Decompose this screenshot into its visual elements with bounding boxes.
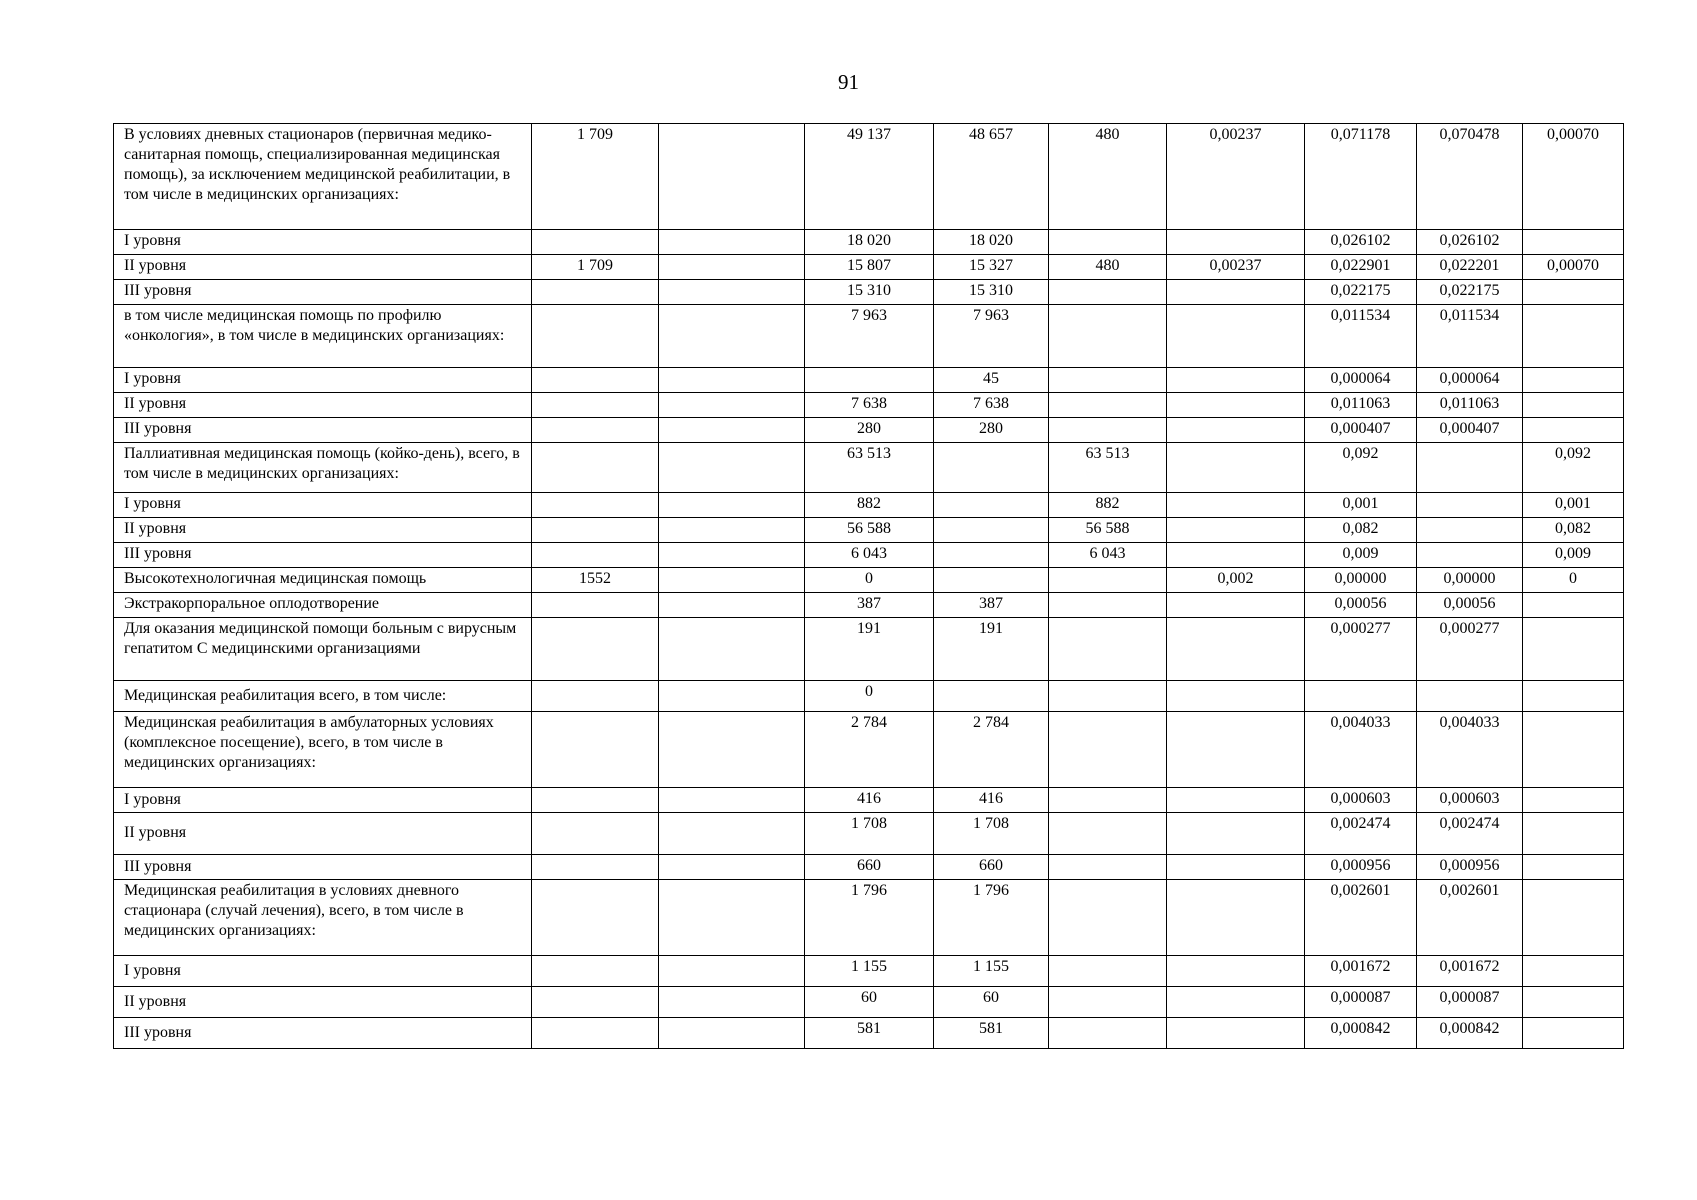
table-cell: 7 638 bbox=[805, 393, 934, 418]
table-cell bbox=[532, 418, 659, 443]
table-cell bbox=[1167, 518, 1305, 543]
table-cell bbox=[1417, 493, 1523, 518]
table-cell: 56 588 bbox=[1049, 518, 1167, 543]
table-cell: 0,000087 bbox=[1305, 987, 1417, 1018]
row-label: III уровня bbox=[114, 855, 532, 880]
table-cell bbox=[1523, 880, 1624, 956]
table-cell bbox=[659, 393, 805, 418]
row-label: II уровня bbox=[114, 813, 532, 855]
table-cell: 60 bbox=[934, 987, 1049, 1018]
row-label: Для оказания медицинской помощи больным с вирусным гепатитом С медицинскими организациями bbox=[114, 618, 532, 681]
table-cell bbox=[1049, 230, 1167, 255]
table-cell: 0,009 bbox=[1523, 543, 1624, 568]
row-label: II уровня bbox=[114, 255, 532, 280]
table-cell: 0,00237 bbox=[1167, 124, 1305, 230]
row-label: I уровня bbox=[114, 788, 532, 813]
table-cell: 0 bbox=[805, 681, 934, 712]
table-cell bbox=[1167, 305, 1305, 368]
table-cell: 0,002474 bbox=[1305, 813, 1417, 855]
table-cell: 1 708 bbox=[805, 813, 934, 855]
table-cell bbox=[1049, 855, 1167, 880]
table-cell bbox=[659, 712, 805, 788]
row-label: II уровня bbox=[114, 393, 532, 418]
row-label: Экстракорпоральное оплодотворение bbox=[114, 593, 532, 618]
table-cell: 0,002601 bbox=[1417, 880, 1523, 956]
row-label: II уровня bbox=[114, 987, 532, 1018]
table-cell: 0,000842 bbox=[1305, 1018, 1417, 1049]
table-cell bbox=[532, 280, 659, 305]
table-cell bbox=[1523, 788, 1624, 813]
table-cell: 0,000407 bbox=[1417, 418, 1523, 443]
table-cell bbox=[1049, 788, 1167, 813]
data-table bbox=[113, 123, 1624, 1049]
table-cell: 49 137 bbox=[805, 124, 934, 230]
table-cell: 0,004033 bbox=[1305, 712, 1417, 788]
table-cell: 0,000064 bbox=[1417, 368, 1523, 393]
table-cell bbox=[659, 305, 805, 368]
table-cell: 15 310 bbox=[934, 280, 1049, 305]
table-cell bbox=[659, 681, 805, 712]
table-cell: 18 020 bbox=[934, 230, 1049, 255]
table-row bbox=[114, 255, 1624, 280]
table-cell: 416 bbox=[805, 788, 934, 813]
row-label: I уровня bbox=[114, 956, 532, 987]
table-row bbox=[114, 593, 1624, 618]
table-cell: 0,00000 bbox=[1305, 568, 1417, 593]
table-cell: 0,022201 bbox=[1417, 255, 1523, 280]
table-row bbox=[114, 543, 1624, 568]
table-cell: 0,000064 bbox=[1305, 368, 1417, 393]
table-cell: 0,000277 bbox=[1417, 618, 1523, 681]
table-row bbox=[114, 880, 1624, 956]
table-cell: 15 327 bbox=[934, 255, 1049, 280]
table-cell: 63 513 bbox=[805, 443, 934, 493]
table-cell: 6 043 bbox=[805, 543, 934, 568]
table-cell bbox=[659, 518, 805, 543]
row-label: I уровня bbox=[114, 493, 532, 518]
row-label: Медицинская реабилитация в условиях дневного стационара (случай лечения), всего, в том числе в медицинских организациях: bbox=[114, 880, 532, 956]
table-cell: 7 963 bbox=[934, 305, 1049, 368]
table-cell: 56 588 bbox=[805, 518, 934, 543]
row-label: Паллиативная медицинская помощь (койко-день), всего, в том числе в медицинских организациях: bbox=[114, 443, 532, 493]
table-cell bbox=[532, 493, 659, 518]
table-cell bbox=[1167, 393, 1305, 418]
table-row bbox=[114, 124, 1624, 230]
table-cell: 0,001 bbox=[1523, 493, 1624, 518]
table-row bbox=[114, 518, 1624, 543]
table-cell: 416 bbox=[934, 788, 1049, 813]
table-cell: 7 638 bbox=[934, 393, 1049, 418]
table-cell bbox=[1523, 305, 1624, 368]
table-cell bbox=[1167, 618, 1305, 681]
table-cell: 0,002 bbox=[1167, 568, 1305, 593]
table-cell: 1 796 bbox=[934, 880, 1049, 956]
table-cell: 0,026102 bbox=[1305, 230, 1417, 255]
table-cell bbox=[1523, 618, 1624, 681]
table-cell bbox=[1049, 280, 1167, 305]
table-cell bbox=[532, 1018, 659, 1049]
table-cell bbox=[1167, 280, 1305, 305]
table-cell bbox=[1167, 987, 1305, 1018]
table-cell bbox=[659, 568, 805, 593]
table-cell bbox=[1167, 855, 1305, 880]
page-number: 91 bbox=[838, 70, 859, 94]
table-cell: 1 796 bbox=[805, 880, 934, 956]
table-cell bbox=[1523, 280, 1624, 305]
table-cell bbox=[1523, 956, 1624, 987]
table-row bbox=[114, 1018, 1624, 1049]
table-cell bbox=[1417, 518, 1523, 543]
table-cell: 0,070478 bbox=[1417, 124, 1523, 230]
table-cell bbox=[1049, 880, 1167, 956]
table-cell bbox=[934, 518, 1049, 543]
table-row bbox=[114, 230, 1624, 255]
table-cell bbox=[1167, 230, 1305, 255]
table-cell: 1 155 bbox=[805, 956, 934, 987]
row-label: I уровня bbox=[114, 368, 532, 393]
table-cell bbox=[1523, 230, 1624, 255]
table-cell: 0,000277 bbox=[1305, 618, 1417, 681]
table-cell bbox=[659, 443, 805, 493]
table-cell bbox=[1523, 368, 1624, 393]
table-cell bbox=[1167, 493, 1305, 518]
table-cell bbox=[532, 788, 659, 813]
table-cell bbox=[659, 813, 805, 855]
table-cell bbox=[1049, 987, 1167, 1018]
table-cell: 0,000087 bbox=[1417, 987, 1523, 1018]
table-cell bbox=[532, 518, 659, 543]
table-cell: 0,022175 bbox=[1305, 280, 1417, 305]
table-cell bbox=[1523, 593, 1624, 618]
table-cell bbox=[659, 788, 805, 813]
table-cell bbox=[1049, 368, 1167, 393]
table-cell bbox=[1167, 880, 1305, 956]
table-cell: 0,000603 bbox=[1305, 788, 1417, 813]
table-cell bbox=[532, 813, 659, 855]
table-cell bbox=[1523, 1018, 1624, 1049]
table-cell: 0,082 bbox=[1305, 518, 1417, 543]
table-cell bbox=[532, 956, 659, 987]
table-cell bbox=[934, 543, 1049, 568]
table-row bbox=[114, 280, 1624, 305]
table-cell: 0,011063 bbox=[1305, 393, 1417, 418]
table-cell: 2 784 bbox=[934, 712, 1049, 788]
table-cell: 0,000603 bbox=[1417, 788, 1523, 813]
table-cell bbox=[1167, 368, 1305, 393]
table-cell: 0,009 bbox=[1305, 543, 1417, 568]
table-cell bbox=[1417, 443, 1523, 493]
table-cell bbox=[532, 230, 659, 255]
table-cell: 0,00056 bbox=[1417, 593, 1523, 618]
row-label: Медицинская реабилитация в амбулаторных условиях (комплексное посещение), всего, в том числе в медицинских организациях: bbox=[114, 712, 532, 788]
table-cell bbox=[1049, 1018, 1167, 1049]
table-cell bbox=[532, 712, 659, 788]
table-cell bbox=[1049, 712, 1167, 788]
table-cell: 0,00237 bbox=[1167, 255, 1305, 280]
table-cell: 0,004033 bbox=[1417, 712, 1523, 788]
table-row bbox=[114, 393, 1624, 418]
table-row bbox=[114, 855, 1624, 880]
row-label: I уровня bbox=[114, 230, 532, 255]
table-cell bbox=[934, 443, 1049, 493]
table-cell bbox=[659, 255, 805, 280]
table-cell: 7 963 bbox=[805, 305, 934, 368]
table-cell bbox=[1167, 956, 1305, 987]
table-cell: 0,022901 bbox=[1305, 255, 1417, 280]
table-cell: 0,000407 bbox=[1305, 418, 1417, 443]
table-cell: 6 043 bbox=[1049, 543, 1167, 568]
table-cell bbox=[1305, 681, 1417, 712]
table-cell bbox=[659, 418, 805, 443]
table-cell bbox=[934, 681, 1049, 712]
table-row bbox=[114, 956, 1624, 987]
table-cell bbox=[1167, 543, 1305, 568]
table-cell bbox=[1523, 855, 1624, 880]
table-cell: 480 bbox=[1049, 255, 1167, 280]
table-cell bbox=[659, 987, 805, 1018]
row-label: III уровня bbox=[114, 1018, 532, 1049]
table-cell: 387 bbox=[805, 593, 934, 618]
table-cell: 0,011534 bbox=[1305, 305, 1417, 368]
table-cell: 660 bbox=[805, 855, 934, 880]
table-cell: 1 709 bbox=[532, 255, 659, 280]
table-cell bbox=[1049, 305, 1167, 368]
table-cell: 0,001672 bbox=[1417, 956, 1523, 987]
table-cell: 1 155 bbox=[934, 956, 1049, 987]
table-cell: 0,002601 bbox=[1305, 880, 1417, 956]
table-cell bbox=[1049, 813, 1167, 855]
table-cell: 0,011063 bbox=[1417, 393, 1523, 418]
table-cell bbox=[1167, 712, 1305, 788]
table-cell bbox=[659, 1018, 805, 1049]
table-cell: 1 709 bbox=[532, 124, 659, 230]
table-cell: 191 bbox=[805, 618, 934, 681]
table-cell bbox=[532, 543, 659, 568]
table-cell: 0,001672 bbox=[1305, 956, 1417, 987]
table-cell: 0,026102 bbox=[1417, 230, 1523, 255]
table-cell bbox=[659, 493, 805, 518]
table-cell bbox=[1167, 788, 1305, 813]
table-cell bbox=[659, 543, 805, 568]
table-cell: 0,00070 bbox=[1523, 255, 1624, 280]
table-body bbox=[114, 124, 1624, 1049]
table-cell bbox=[1167, 681, 1305, 712]
table-cell: 0,000842 bbox=[1417, 1018, 1523, 1049]
table-row bbox=[114, 788, 1624, 813]
table-cell: 581 bbox=[805, 1018, 934, 1049]
table-row bbox=[114, 443, 1624, 493]
table-cell bbox=[1049, 618, 1167, 681]
table-cell: 1 708 bbox=[934, 813, 1049, 855]
table-cell bbox=[532, 987, 659, 1018]
table-cell bbox=[659, 956, 805, 987]
table-cell bbox=[532, 880, 659, 956]
table-cell: 0,001 bbox=[1305, 493, 1417, 518]
table-row bbox=[114, 418, 1624, 443]
table-cell bbox=[532, 368, 659, 393]
table-cell bbox=[532, 855, 659, 880]
table-cell bbox=[1167, 813, 1305, 855]
table-cell: 882 bbox=[805, 493, 934, 518]
table-cell: 48 657 bbox=[934, 124, 1049, 230]
table-cell: 18 020 bbox=[805, 230, 934, 255]
table-cell bbox=[659, 618, 805, 681]
table-cell: 0,011534 bbox=[1417, 305, 1523, 368]
table-cell bbox=[659, 124, 805, 230]
table-cell bbox=[659, 880, 805, 956]
table-cell: 660 bbox=[934, 855, 1049, 880]
table-cell: 280 bbox=[934, 418, 1049, 443]
table-cell: 0,071178 bbox=[1305, 124, 1417, 230]
table-cell bbox=[659, 593, 805, 618]
table-cell bbox=[1523, 681, 1624, 712]
table-cell: 387 bbox=[934, 593, 1049, 618]
table-cell: 0,000956 bbox=[1417, 855, 1523, 880]
table-cell bbox=[1417, 681, 1523, 712]
table-cell: 280 bbox=[805, 418, 934, 443]
table-row bbox=[114, 681, 1624, 712]
table-cell: 0,00000 bbox=[1417, 568, 1523, 593]
table-cell bbox=[1049, 568, 1167, 593]
table-cell bbox=[1167, 1018, 1305, 1049]
table-cell bbox=[1523, 712, 1624, 788]
row-label: Высокотехнологичная медицинская помощь bbox=[114, 568, 532, 593]
table-cell: 0,002474 bbox=[1417, 813, 1523, 855]
table-row bbox=[114, 712, 1624, 788]
table-cell bbox=[1049, 418, 1167, 443]
table-cell: 15 807 bbox=[805, 255, 934, 280]
table-cell: 15 310 bbox=[805, 280, 934, 305]
row-label: II уровня bbox=[114, 518, 532, 543]
table-cell bbox=[1523, 393, 1624, 418]
table-cell: 581 bbox=[934, 1018, 1049, 1049]
table-cell bbox=[934, 493, 1049, 518]
table-cell bbox=[532, 305, 659, 368]
table-cell bbox=[532, 443, 659, 493]
table-cell bbox=[659, 280, 805, 305]
table-row bbox=[114, 493, 1624, 518]
table-cell: 0 bbox=[805, 568, 934, 593]
table-row bbox=[114, 813, 1624, 855]
table-cell: 1552 bbox=[532, 568, 659, 593]
table-cell: 0 bbox=[1523, 568, 1624, 593]
table-cell: 882 bbox=[1049, 493, 1167, 518]
row-label: В условиях дневных стационаров (первичная медико-санитарная помощь, специализированная медицинская помощь), за исключением медицинской реабилитации, в том числе в медицинских организациях: bbox=[114, 124, 532, 230]
table-cell: 480 bbox=[1049, 124, 1167, 230]
table-cell bbox=[532, 681, 659, 712]
table-cell bbox=[1167, 443, 1305, 493]
table-cell: 0,00070 bbox=[1523, 124, 1624, 230]
table-cell: 0,092 bbox=[1305, 443, 1417, 493]
table-cell: 0,000956 bbox=[1305, 855, 1417, 880]
table-cell: 0,00056 bbox=[1305, 593, 1417, 618]
row-label: III уровня bbox=[114, 280, 532, 305]
row-label: III уровня bbox=[114, 418, 532, 443]
table-row bbox=[114, 987, 1624, 1018]
table-cell bbox=[1167, 593, 1305, 618]
table-cell: 0,092 bbox=[1523, 443, 1624, 493]
table-cell bbox=[659, 855, 805, 880]
table-cell bbox=[934, 568, 1049, 593]
table-cell: 0,022175 bbox=[1417, 280, 1523, 305]
table-cell: 60 bbox=[805, 987, 934, 1018]
table-cell bbox=[532, 593, 659, 618]
table-cell bbox=[1523, 987, 1624, 1018]
table-cell bbox=[1523, 813, 1624, 855]
table-cell bbox=[532, 393, 659, 418]
table-cell bbox=[805, 368, 934, 393]
table-row bbox=[114, 618, 1624, 681]
table-row bbox=[114, 368, 1624, 393]
table-cell: 2 784 bbox=[805, 712, 934, 788]
table-cell bbox=[1523, 418, 1624, 443]
table-cell bbox=[1049, 956, 1167, 987]
table-cell bbox=[1167, 418, 1305, 443]
row-label: в том числе медицинская помощь по профилю «онкология», в том числе в медицинских организациях: bbox=[114, 305, 532, 368]
table-cell: 191 bbox=[934, 618, 1049, 681]
table-row bbox=[114, 305, 1624, 368]
table-cell bbox=[1049, 681, 1167, 712]
table-cell bbox=[1049, 393, 1167, 418]
table-cell bbox=[659, 368, 805, 393]
row-label: III уровня bbox=[114, 543, 532, 568]
table-cell bbox=[532, 618, 659, 681]
table-cell bbox=[1049, 593, 1167, 618]
table-row bbox=[114, 568, 1624, 593]
table-cell: 0,082 bbox=[1523, 518, 1624, 543]
table-cell: 45 bbox=[934, 368, 1049, 393]
row-label: Медицинская реабилитация всего, в том числе: bbox=[114, 681, 532, 712]
table-cell bbox=[1417, 543, 1523, 568]
table-cell bbox=[659, 230, 805, 255]
table-cell: 63 513 bbox=[1049, 443, 1167, 493]
